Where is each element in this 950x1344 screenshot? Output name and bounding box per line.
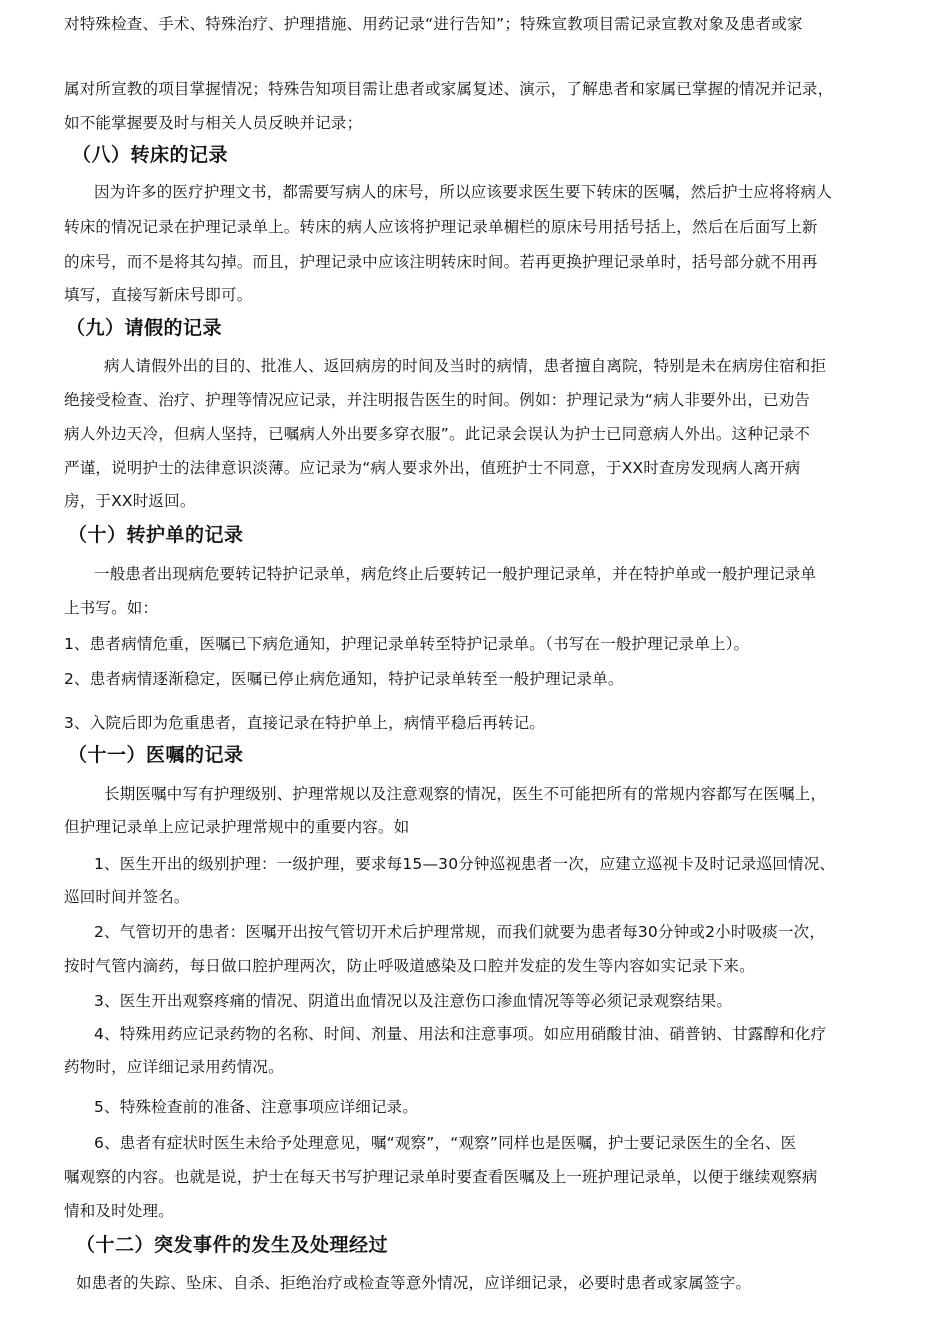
s8-line-4: 填写，直接写新床号即可。 xyxy=(64,286,253,304)
section-heading-10: （十）转护单的记录 xyxy=(68,524,244,546)
s11-item-4b: 药物时，应详细记录用药情况。 xyxy=(64,1058,284,1076)
s11-line-1: 长期医嘱中写有护理级别、护理常规以及注意观察的情况，医生不可能把所有的常规内容都写在医嘱上， xyxy=(104,785,827,803)
section-heading-11: （十一）医嘱的记录 xyxy=(68,744,244,766)
s9-line-5: 房，于XX时返回。 xyxy=(64,492,196,510)
s10-item-2: 2、患者病情逐渐稳定，医嘱已停止病危通知，特护记录单转至一般护理记录单。 xyxy=(64,670,624,688)
s11-item-1a: 1、医生开出的级别护理：一级护理，要求每15—30分钟巡视患者一次，应建立巡视卡及时记录巡回情况、 xyxy=(94,855,836,873)
s10-line-1: 一般患者出现病危要转记特护记录单，病危终止后要转记一般护理记录单，并在特护单或一般护理记录单 xyxy=(94,565,817,583)
s12-line-1: 如患者的失踪、坠床、自杀、拒绝治疗或检查等意外情况，应详细记录，必要时患者或家属签字。 xyxy=(76,1274,752,1292)
intro-line-3: 如不能掌握要及时与相关人员反映并记录； xyxy=(64,114,363,132)
section-heading-8: （八）转床的记录 xyxy=(72,144,229,166)
intro-line-1: 对特殊检查、手术、特殊治疗、护理措施、用药记录“进行告知”；特殊宣教项目需记录宣教对象及患者或家 xyxy=(64,15,803,33)
s9-line-2: 绝接受检查、治疗、护理等情况应记录，并注明报告医生的时间。例如：护理记录为“病人非要外出，已劝告 xyxy=(64,391,811,409)
s11-item-2a: 2、气管切开的患者：医嘱开出按气管切开术后护理常规，而我们就要为患者每30分钟或2小时吸痰一次， xyxy=(94,923,826,941)
s11-item-6c: 情和及时处理。 xyxy=(64,1202,174,1220)
s9-line-3: 病人外边天冷，但病人坚持，已嘱病人外出要多穿衣服”。此记录会误认为护士已同意病人外出。这种记录不 xyxy=(64,425,811,443)
s8-line-3: 的床号，而不是将其勾掉。而且，护理记录中应该注明转床时间。若再更换护理记录单时，括号部分就不用再 xyxy=(64,253,818,271)
s11-item-2b: 按时气管内滴药，每日做口腔护理两次，防止呼吸道感染及口腔并发症的发生等内容如实记录下来。 xyxy=(64,957,755,975)
s10-item-1: 1、患者病情危重，医嘱已下病危通知，护理记录单转至特护记录单。（书写在一般护理记录单上）。 xyxy=(64,635,750,653)
s11-item-3: 3、医生开出观察疼痛的情况、阴道出血情况以及注意伤口渗血情况等等必须记录观察结果。 xyxy=(94,992,733,1010)
section-heading-9: （九）请假的记录 xyxy=(66,317,223,339)
s9-line-4: 严谨，说明护士的法律意识淡薄。应记录为“病人要求外出，值班护士不同意，于XX时查房发现病人离开病 xyxy=(64,459,801,477)
intro-line-2: 属对所宣教的项目掌握情况；特殊告知项目需让患者或家属复述、演示，了解患者和家属已掌握的情况并记录， xyxy=(64,80,834,98)
s11-item-6a: 6、患者有症状时医生未给予处理意见，嘱“观察”，“观察”同样也是医嘱，护士要记录医生的全名、医 xyxy=(94,1134,797,1152)
s11-line-2: 但护理记录单上应记录护理常规中的重要内容。如 xyxy=(64,818,410,836)
s11-item-5: 5、特殊检查前的准备、注意事项应详细记录。 xyxy=(94,1098,419,1116)
s10-line-2: 上书写。如： xyxy=(64,599,159,617)
s10-item-3: 3、入院后即为危重患者，直接记录在特护单上，病情平稳后再转记。 xyxy=(64,714,546,732)
s11-item-4a: 4、特殊用药应记录药物的名称、时间、剂量、用法和注意事项。如应用硝酸甘油、硝普钠、甘露醇和化疗 xyxy=(94,1025,827,1043)
s8-line-1: 因为许多的医疗护理文书，都需要写病人的床号，所以应该要求医生要下转床的医嘱，然后护士应将将病人 xyxy=(94,183,832,201)
s11-item-6b: 嘱观察的内容。也就是说，护士在每天书写护理记录单时要查看医嘱及上一班护理记录单，以便于继续观察病 xyxy=(64,1168,818,1186)
s9-line-1: 病人请假外出的目的、批准人、返回病房的时间及当时的病情，患者擅自离院，特别是未在病房住宿和拒 xyxy=(104,357,827,375)
s11-item-1b: 巡回时间并签名。 xyxy=(64,888,190,906)
section-heading-12: （十二）突发事件的发生及处理经过 xyxy=(76,1234,389,1256)
s8-line-2: 转床的情况记录在护理记录单上。转床的病人应该将护理记录单楣栏的原床号用括号括上，然后在后面写上新 xyxy=(64,218,818,236)
